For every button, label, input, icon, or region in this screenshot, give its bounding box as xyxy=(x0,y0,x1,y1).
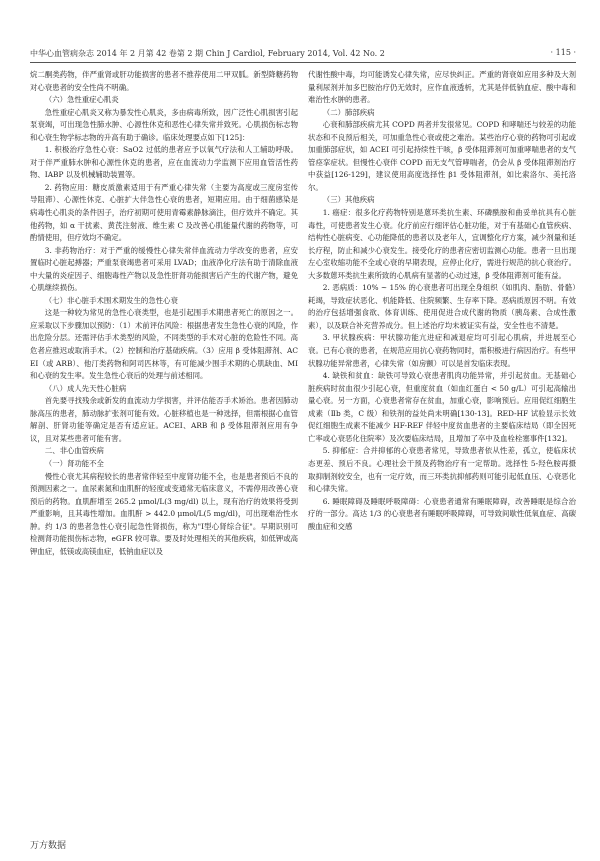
paragraph: 这是一种较为常见的急性心衰类型，也是引起围手术期患者死亡的原因之一。应采取以下步骤加以预防：（1）术前评估风险：根据患者发生急性心衰的风险，作出危险分层。还需评估手术类型的风险，不同类型的手术对心脏的危险性不同。高危者应推迟或取消手术。（2）控制和治疗基础疾病。（3）应用 β 受体阻滞剂、ACEI（或 ARB）、他汀类药物和阿司匹林等，有可能减少围手术期的心肌缺血、MI 和心衰的发生率。发生急性心衰后的处理与前述相同。 xyxy=(30,308,298,381)
paragraph: 1. 积极治疗急性心衰：SaO2 过低的患者应予以氧气疗法和人工辅助呼吸。对于伴严重肺水肿和心源性休克的患者，应在血流动力学监测下应用血管活性药物、IABP 以及机械辅助装置等。 xyxy=(30,145,298,180)
left-column xyxy=(30,69,298,558)
paragraph: 代谢性酸中毒，均可能诱发心律失常，应尽快纠正。严重的肾衰如应用多种及大剂量利尿剂并加多巴胺治疗仍无效时，应作血液透析，尤其是伴低钠血症、酸中毒和难治性水肿的患者。 xyxy=(308,70,576,105)
right-column xyxy=(308,69,576,533)
paragraph: （三）其他疾病 xyxy=(322,195,375,205)
header-divider xyxy=(30,62,576,63)
page-header xyxy=(30,46,576,62)
paragraph: 烷二酮类药物，伴严重肾或肝功能损害的患者不推荐使用二甲双胍。新型降糖药物对心衰患者的安全性尚不明确。 xyxy=(30,70,298,92)
paragraph: （七）非心脏手术围术期发生的急性心衰 xyxy=(44,295,178,305)
paragraph: 2. 药物应用：糖皮质激素适用于有严重心律失常（主要为高度或三度房室传导阻滞）、心源性休克、心脏扩大伴急性心衰的患者，短期应用。由于细菌感染是病毒性心肌炎的条件因子，治疗初期可使用青霉素静脉滴注，但疗效并不确定。其他药物，如 α 干扰素、黄芪注射液、维生素 C 及改善心肌能量代谢的药物等，可酌情使用，但疗效均不确定。 xyxy=(30,182,298,243)
footer-watermark: 万方数据 xyxy=(30,841,67,851)
paragraph: 3. 非药物治疗：对于严重的缓慢性心律失常伴血流动力学改变的患者，应安置临时心脏起搏器；严重泵衰竭患者可采用 LVAD；血液净化疗法有助于清除血液中大量的炎症因子、细胞毒性产物以及急性肝肾功能损害后产生的代谢产物，避免心肌继续损伤。 xyxy=(30,245,298,293)
paragraph: 二、非心血管疾病 xyxy=(44,446,104,456)
paragraph: （六）急性重症心肌炎 xyxy=(44,95,119,105)
paragraph: （二）肺部疾病 xyxy=(322,107,375,117)
paragraph: 急性重症心肌炎又称为暴发性心肌炎，多由病毒所致，因广泛性心肌损害引起泵衰竭，可出现急性肺水肿、心源性休克和恶性心律失常并致死。心肌损伤标志物和心衰生物学标志物的升高有助于确诊。临床处理要点如下[125]： xyxy=(30,107,298,142)
journal-citation: 中华心血管病杂志 2014 年 2 月第 42 卷第 2 期 Chin J Cardiol, February 2014, Vol. 42 No. 2 xyxy=(30,49,385,58)
paragraph: 首先要寻找残余或新发的血流动力学损害，并评估能否手术矫治。患者因肺动脉高压的患者，肺动脉扩张剂可能有效。心脏移植也是一种选择，但需根据心血管解剖、肝肾功能等确定是否有适应证。ACEI、ARB 和 β 受体阻滞剂应用有争议，且对某些患者可能有害。 xyxy=(30,396,298,443)
paragraph: 1. 癌症：很多化疗药物特别是蒽环类抗生素、环磷酰胺和曲妥单抗具有心脏毒性，可使患者发生心衰。化疗前应行细评估心脏功能，对于有基础心血管疾病、结构性心脏病变、心功能降低的患者以及老年人，宜调整化疗方案，减少剂量和延长疗程，防止和减少心衰发生。接受化疗的患者应密切监测心功能。患者一旦出现左心室收缩功能不全或心衰的早期表现，应停止化疗，需进行规范的抗心衰治疗。大多数蒽环类抗生素所致的心肌病有显著的心动过速，β 受体阻滞剂可能有益。 xyxy=(308,208,576,280)
paragraph: 慢性心衰尤其病程较长的患者常伴轻至中度肾功能不全，也是患者预后不良的预测因素之一。血尿素氮和血肌酐的轻度或变通常无临床意义，不需停用改善心衰预后的药物。血肌酐增至 265.2 μmol/L(3 mg/dl) 以上，现有治疗的效果将受到严重影响，且其毒性增加。血肌酐 > 442.0 μmol/L(5 mg/dl)，可出现难治性水肿。约 1/3 的患者急性心衰引起急性肾损伤，称为"Ⅰ型心肾综合征"。早期识别可检测肾功能损伤标志物，eGFR 较可靠。要及时处理相关的其他疾病，如低钾或高钾血症，低镁或高镁血症，低钠血症以及 xyxy=(30,471,298,556)
paragraph: 6. 睡眠障碍及睡眠呼吸障碍：心衰患者通常有睡眠障碍，改善睡眠是综合治疗的一部分。高达 1/3 的心衰患者有睡眠呼吸障碍，可导致间歇性低氧血症、高碳酸血症和交感 xyxy=(308,496,576,531)
paragraph: （一）肾功能不全 xyxy=(44,458,104,468)
paragraph: 4. 缺铁和贫血：缺铁可导致心衰患者肌肉功能异常，并引起贫血。无基础心脏疾病时贫血很少引起心衰，但重度贫血（如血红蛋白 < 50 g/L）可引起高输出量心衰。另一方面，心衰患者常存在贫血，加重心衰，影响预后。应用促红细胞生成素（Ⅱb 类，C 级）和铁剂的益处尚未明确[130-13]。RED-HF 试验显示长效促红细胞生成素不能减少 HF-REF 伴轻中度贫血患者的主要临床结局（即全因死亡率或心衰恶化住院率）及次要临床结局，且增加了卒中及血栓栓塞事件[132]。 xyxy=(308,371,576,443)
paragraph: 5. 抑郁症：合并抑郁的心衰患者常见，导致患者依从性差，孤立，使临床状态更差、预后不良。心理社会干预及药物治疗有一定帮助。选择性 5-羟色胺再摄取抑制剂较安全，也有一定疗效，而三环类抗抑郁药则可能引起低血压、心衰恶化和心律失常。 xyxy=(308,446,576,494)
page-number: · 115 · xyxy=(550,48,576,57)
paragraph: 心衰和肺部疾病尤其 COPD 两者并发很常见。COPD 和哮喘还与较差的功能状态和不良预后相关，可加重急性心衰或使之难治。某些治疗心衰的药物可引起或加重肺部症状，如 ACEI 可引起持续性干咳，β 受体阻滞剂可加重哮喘患者的支气管痉挛症状。但慢性心衰伴 COPD 而无支气管哮喘者，仍会从 β 受体阻滞剂治疗中获益[126-129]，建议使用高度选择性 β1 受体阻滞剂，如比索洛尔、美托洛尔。 xyxy=(308,120,576,192)
paragraph: （八）成人先天性心脏病 xyxy=(44,383,127,393)
paragraph: 2. 恶病质：10% ~ 15% 的心衰患者可出现全身组织（如肌肉、脂肪、骨骼）耗竭，导致症状恶化、机能降低、住院频繁、生存率下降。恶病质原因不明。有效的治疗包括增强食欲、体育训练、使用促进合成代谢的物质（胰岛素、合成性激素），以及联合补充营养成分。但上述治疗均未被证实有益，安全性也不清楚。 xyxy=(308,283,576,330)
paragraph: 3. 甲状腺疾病：甲状腺功能亢进症和减退症均可引起心肌病，并进展至心衰。已有心衰的患者，在规范应用抗心衰药物同时，需积极进行病因治疗。有些甲状腺功能异常患者，心律失常（如房颤）可以是首发临床表现。 xyxy=(308,333,576,368)
